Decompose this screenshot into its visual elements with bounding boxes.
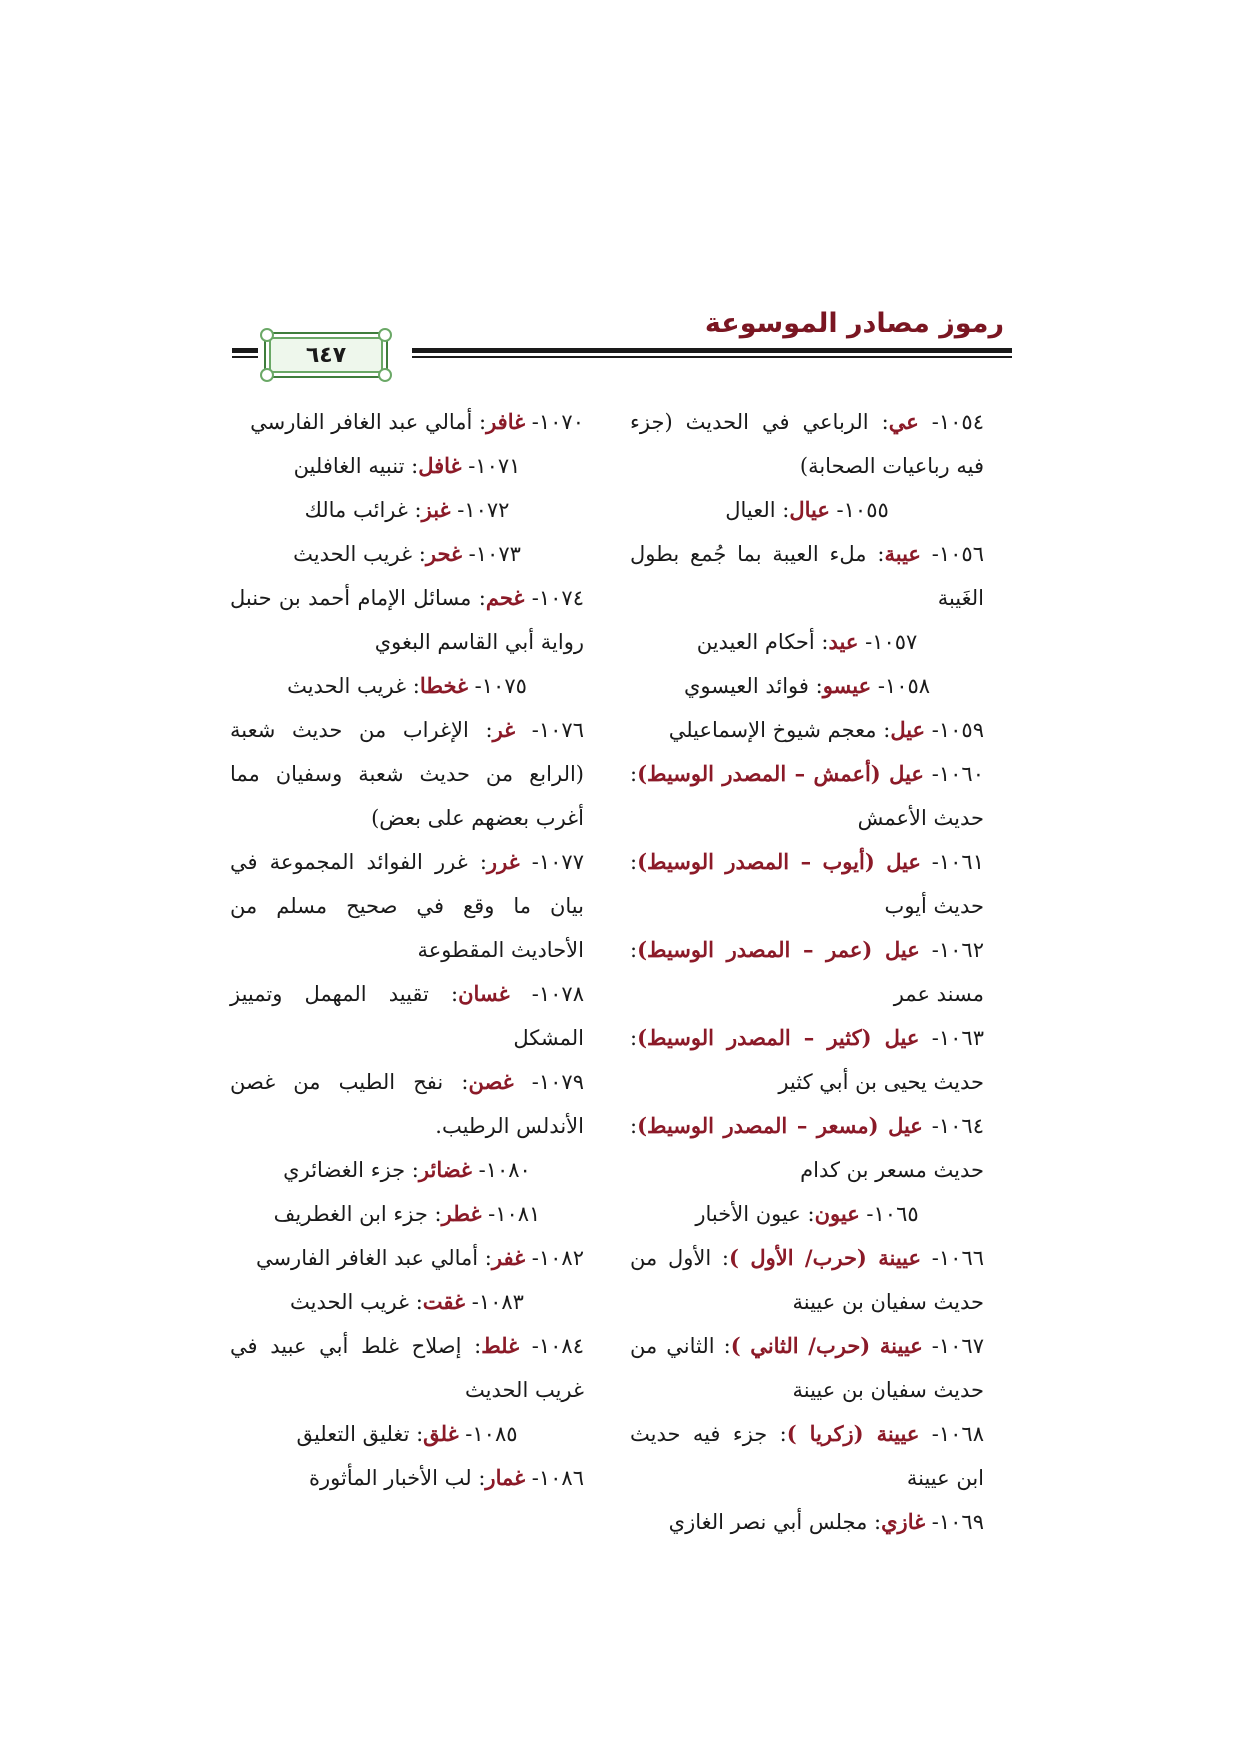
list-item: ١٠٧٣- غحر: غريب الحديث <box>293 541 521 566</box>
source-code: غمار <box>485 1465 526 1490</box>
list-item: ١٠٥٥- عيال: العيال <box>725 497 889 522</box>
source-code: غلق <box>423 1421 459 1446</box>
list-item: ١٠٦٢- عيل (عمر – المصدر الوسيط): مسند عمر <box>630 937 984 1006</box>
source-code: غصن <box>468 1069 514 1094</box>
badge-ornament-icon <box>378 368 392 382</box>
source-code: عيبة <box>884 541 921 566</box>
source-code: عيل (أيوب – المصدر الوسيط) <box>637 849 921 874</box>
source-code: غضائر <box>418 1157 472 1182</box>
list-item: ١٠٧٠- غافر: أمالي عبد الغافر الفارسي <box>250 409 584 434</box>
header-rule-right-thick <box>412 348 1012 353</box>
list-item: ١٠٦٤- عيل (مسعر – المصدر الوسيط): حديث مسعر بن كدام <box>630 1113 984 1182</box>
source-code: عيسو <box>822 673 872 698</box>
list-item: ١٠٥٤- عي: الرباعي في الحديث (جزء فيه رباعيات الصحابة) <box>630 409 984 478</box>
header-rule-right-thin <box>412 356 1012 358</box>
source-code: عي <box>888 409 919 434</box>
source-code: عيون <box>814 1201 860 1226</box>
list-item: ١٠٨٦- غمار: لب الأخبار المأثورة <box>309 1465 584 1490</box>
list-item: ١٠٦٧- عيينة (حرب/ الثاني ): الثاني من حديث سفيان بن عيينة <box>630 1333 984 1402</box>
list-item: ١٠٨٣- غقت: غريب الحديث <box>290 1289 524 1314</box>
list-item: ١٠٥٩- عيل: معجم شيوخ الإسماعيلي <box>668 717 984 742</box>
source-code: غحر <box>425 541 462 566</box>
source-code: عيينة (زكريا ) <box>786 1421 920 1446</box>
list-item: ١٠٧٥- غخطا: غريب الحديث <box>287 673 527 698</box>
list-item: ١٠٧٤- غحم: مسائل الإمام أحمد بن حنبل رواية أبي القاسم البغوي <box>230 585 584 654</box>
source-code: عيينة (حرب/ الأول ) <box>729 1245 922 1270</box>
list-item: ١٠٧٦- غر: الإغراب من حديث شعبة (الرابع من حديث شعبة وسفيان مما أغرب بعضهم على بعض) <box>230 717 584 830</box>
list-item: ١٠٧٢- غبز: غرائب مالك <box>304 497 510 522</box>
badge-ornament-icon <box>378 328 392 342</box>
list-item: ١٠٧٩- غصن: نفح الطيب من غصن الأندلس الرطيب. <box>230 1069 584 1138</box>
source-code: غسان <box>458 981 510 1006</box>
header-rule-left-thick <box>232 348 258 353</box>
source-code: عيل (عمر – المصدر الوسيط) <box>637 937 920 962</box>
list-item: ١٠٨٢- غفر: أمالي عبد الغافر الفارسي <box>255 1245 584 1270</box>
list-item: ١٠٥٦- عيبة: ملء العيبة بما جُمع بطول الغَيبة <box>630 541 984 610</box>
header-rule-left-thin <box>232 356 258 358</box>
source-code: غازي <box>881 1509 926 1534</box>
list-item: ١٠٥٨- عيسو: فوائد العيسوي <box>683 673 931 698</box>
list-item: ١٠٦٥- عيون: عيون الأخبار <box>695 1201 919 1226</box>
page-header <box>232 308 1012 388</box>
list-item: ١٠٧٨- غسان: تقييد المهمل وتمييز المشكل <box>230 981 584 1050</box>
list-item: ١٠٦٩- غازي: مجلس أبي نصر الغازي <box>668 1509 984 1534</box>
page-number: ٦٤٧ <box>305 342 347 368</box>
source-code: عيل (مسعر – المصدر الوسيط) <box>637 1113 923 1138</box>
list-item: ١٠٨٤- غلط: إصلاح غلط أبي عبيد في غريب الحديث <box>230 1333 584 1402</box>
badge-ornament-icon <box>260 368 274 382</box>
badge-ornament-icon <box>260 328 274 342</box>
source-code: عيينة (حرب/ الثاني ) <box>730 1333 923 1358</box>
list-item: ١٠٨٠- غضائر: جزء الغضائري <box>283 1157 531 1182</box>
source-code: عيل <box>890 717 926 742</box>
source-code: عيد <box>828 629 859 654</box>
list-item: ١٠٧٧- غرر: غرر الفوائد المجموعة في بيان ما وقع في صحيح مسلم من الأحاديث المقطوعة <box>230 849 584 962</box>
list-item: ١٠٥٧- عيد: أحكام العيدين <box>696 629 918 654</box>
source-code: غفر <box>491 1245 526 1270</box>
source-code: غافر <box>486 409 526 434</box>
source-code: غحم <box>485 585 525 610</box>
source-code: غطر <box>441 1201 482 1226</box>
list-item: ١٠٨١- غطر: جزء ابن الغطريف <box>273 1201 541 1226</box>
source-code: غافل <box>418 453 462 478</box>
entries-column-left <box>230 400 584 1500</box>
source-code: غقت <box>422 1289 466 1314</box>
list-item: ١٠٦٣- عيل (كثير – المصدر الوسيط): حديث يحيى بن أبي كثير <box>630 1025 984 1094</box>
list-item: ١٠٦٠- عيل (أعمش – المصدر الوسيط): حديث الأعمش <box>630 761 984 830</box>
entries-column-right <box>630 400 984 1544</box>
source-code: غر <box>492 717 516 742</box>
running-title: رموز مصادر الموسوعة <box>704 308 1004 339</box>
list-item: ١٠٦٦- عيينة (حرب/ الأول ): الأول من حديث سفيان بن عيينة <box>630 1245 985 1314</box>
list-item: ١٠٦١- عيل (أيوب – المصدر الوسيط): حديث أيوب <box>630 849 984 918</box>
source-code: غبز <box>421 497 451 522</box>
list-item: ١٠٨٥- غلق: تغليق التعليق <box>296 1421 518 1446</box>
source-code: غرر <box>486 849 520 874</box>
source-code: عيل (أعمش – المصدر الوسيط) <box>637 761 924 786</box>
source-code: عيل (كثير – المصدر الوسيط) <box>637 1025 920 1050</box>
list-item: ١٠٦٨- عيينة (زكريا ): جزء فيه حديث ابن عيينة <box>630 1421 984 1490</box>
list-item: ١٠٧١- غافل: تنبيه الغافلين <box>293 453 521 478</box>
source-code: غخطا <box>419 673 468 698</box>
source-code: عيال <box>789 497 830 522</box>
source-code: غلط <box>481 1333 520 1358</box>
page-number-badge <box>264 332 388 378</box>
